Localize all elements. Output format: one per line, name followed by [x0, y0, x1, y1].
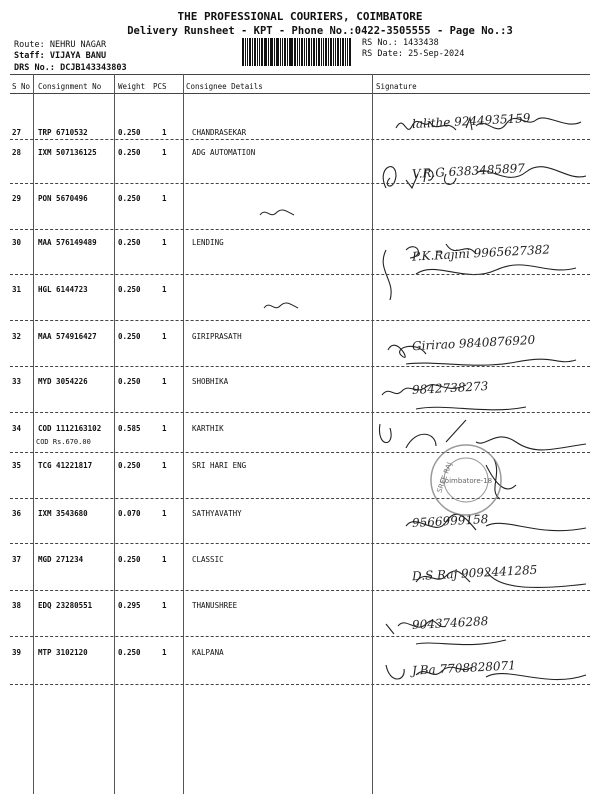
barcode-bar — [347, 38, 348, 66]
row-consignment-no: IXM 3543680 — [38, 509, 88, 518]
row-signature — [376, 108, 590, 148]
row-separator — [10, 684, 590, 685]
stamp-ring-text: SREE RAJ — [435, 461, 454, 494]
row-consignee: THANUSHREE — [192, 601, 238, 610]
row-weight: 0.585 — [118, 424, 141, 433]
row-pcs: 1 — [162, 128, 167, 137]
barcode-bar — [282, 38, 283, 66]
route-value: NEHRU NAGAR — [49, 40, 107, 50]
column-divider — [183, 74, 184, 794]
row-separator — [10, 183, 590, 184]
barcode-bar — [284, 38, 286, 66]
barcode-bar — [342, 38, 345, 66]
row-separator — [10, 274, 590, 275]
consignee-scribble — [262, 298, 302, 318]
signature-text: P.K.Rajini 9965627382 — [411, 242, 551, 264]
barcode-bar — [289, 38, 290, 66]
row-pcs: 1 — [162, 238, 167, 247]
row-sno: 28 — [12, 148, 22, 157]
signature-text: 9566999158 — [411, 512, 489, 530]
row-cod-amount: COD Rs.670.00 — [36, 438, 91, 446]
row-consignment-no: TCG 41221817 — [38, 461, 93, 470]
row-sno: 37 — [12, 555, 22, 564]
row-consignment-no: COD 1112163102 — [38, 424, 102, 433]
row-sno: 29 — [12, 194, 22, 203]
barcode-bar — [252, 38, 253, 66]
row-signature — [376, 158, 590, 198]
row-sno: 31 — [12, 285, 22, 294]
row-consignee: LENDING — [192, 238, 224, 247]
barcode-bar — [242, 38, 244, 66]
barcode-bar — [257, 38, 258, 66]
signature-text: lalithe 9244935159 — [411, 110, 531, 132]
row-signature — [376, 610, 590, 650]
barcode-bar — [268, 38, 269, 66]
row-signature — [376, 375, 590, 415]
row-consignee: KARTHIK — [192, 424, 224, 433]
row-sno: 27 — [12, 128, 22, 137]
barcode — [242, 38, 352, 66]
barcode-bar — [318, 38, 320, 66]
col-header-sno: S No — [12, 82, 31, 91]
row-pcs: 1 — [162, 332, 167, 341]
barcode-bar — [254, 38, 256, 66]
row-consignment-no: MYD 3054226 — [38, 377, 88, 386]
barcode-bar — [280, 38, 281, 66]
barcode-bar — [274, 38, 275, 66]
row-consignee: SRI HARI ENG — [192, 461, 247, 470]
row-weight: 0.250 — [118, 648, 141, 657]
staff-value: VIJAYA BANU — [49, 51, 107, 61]
row-separator — [10, 139, 590, 140]
signature-text: Girirao 9840876920 — [411, 332, 536, 354]
barcode-bar — [306, 38, 307, 66]
row-consignment-no: MGD 271234 — [38, 555, 84, 564]
row-signature — [376, 200, 590, 240]
barcode-bar — [304, 38, 305, 66]
company-title: THE PROFESSIONAL COURIERS, COIMBATORE — [177, 10, 423, 23]
barcode-bar — [340, 38, 341, 66]
row-weight: 0.250 — [118, 461, 141, 470]
row-sno: 35 — [12, 461, 22, 470]
route-line — [14, 40, 106, 50]
col-header-pcs: PCS — [153, 82, 167, 91]
barcode-bar — [311, 38, 312, 66]
runsheet-subtitle: Delivery Runsheet - KPT - Phone No.:0422-3505555 - Page No.:3 — [127, 25, 513, 37]
staff-line — [14, 51, 106, 61]
barcode-bar — [308, 38, 311, 66]
barcode-bar — [345, 38, 346, 66]
row-consignee: ADG AUTOMATION — [192, 148, 256, 157]
barcode-bar — [276, 38, 279, 66]
barcode-bar — [271, 38, 273, 66]
barcode-bar — [259, 38, 260, 66]
barcode-bar — [299, 38, 300, 66]
stamp-text: Coimbatore-18 — [439, 477, 493, 485]
row-weight: 0.250 — [118, 555, 141, 564]
row-separator — [10, 320, 590, 321]
barcode-bar — [245, 38, 246, 66]
row-sno: 32 — [12, 332, 22, 341]
row-consignee: GIRIPRASATH — [192, 332, 242, 341]
barcode-bar — [349, 38, 351, 66]
column-divider — [114, 74, 115, 794]
barcode-bar — [297, 38, 298, 66]
row-separator — [10, 229, 590, 230]
row-sno: 33 — [12, 377, 22, 386]
staff-label: Staff: — [14, 51, 45, 61]
row-pcs: 1 — [162, 648, 167, 657]
column-divider — [33, 74, 34, 794]
barcode-bar — [325, 38, 328, 66]
row-pcs: 1 — [162, 601, 167, 610]
row-separator — [10, 366, 590, 367]
signature-text: 9842738273 — [411, 379, 489, 397]
drs-label: DRS No.: — [14, 63, 55, 73]
row-separator — [10, 636, 590, 637]
drs-line — [14, 63, 127, 73]
row-separator — [10, 412, 590, 413]
barcode-bar — [290, 38, 293, 66]
barcode-bar — [321, 38, 322, 66]
barcode-bar — [301, 38, 303, 66]
consignee-scribble — [258, 205, 298, 225]
row-weight: 0.295 — [118, 601, 141, 610]
row-consignment-no: HGL 6144723 — [38, 285, 88, 294]
row-consignee: CHANDRASEKAR — [192, 128, 247, 137]
barcode-bar — [330, 38, 332, 66]
rs-no-value: 1433438 — [402, 38, 439, 48]
row-pcs: 1 — [162, 555, 167, 564]
signature-text: 9043746288 — [411, 614, 489, 632]
rs-no-label: RS No.: — [362, 38, 398, 48]
table-header-rule — [10, 93, 590, 94]
row-pcs: 1 — [162, 148, 167, 157]
barcode-bar — [316, 38, 317, 66]
barcode-bar — [333, 38, 334, 66]
row-consignment-no: MAA 574916427 — [38, 332, 97, 341]
signature-text: V.R.G 6383485897 — [411, 161, 526, 181]
barcode-bar — [328, 38, 329, 66]
barcode-bar — [335, 38, 336, 66]
row-weight: 0.070 — [118, 509, 141, 518]
barcode-bar — [247, 38, 248, 66]
row-sno: 38 — [12, 601, 22, 610]
rs-date-value: 25-Sep-2024 — [408, 49, 465, 59]
row-weight: 0.250 — [118, 128, 141, 137]
row-weight: 0.250 — [118, 332, 141, 341]
rs-no-line — [362, 38, 439, 48]
col-header-weight: Weight — [118, 82, 146, 91]
route-label: Route: — [14, 40, 45, 50]
barcode-bar — [270, 38, 271, 66]
row-consignment-no: EDQ 23280551 — [38, 601, 93, 610]
barcode-bar — [264, 38, 267, 66]
rs-date-line — [362, 49, 464, 59]
barcode-bar — [337, 38, 339, 66]
barcode-bar — [249, 38, 252, 66]
barcode-bar — [287, 38, 288, 66]
drs-value: DCJB143343803 — [60, 63, 127, 73]
row-separator — [10, 543, 590, 544]
row-pcs: 1 — [162, 285, 167, 294]
row-weight: 0.250 — [118, 194, 141, 203]
row-pcs: 1 — [162, 194, 167, 203]
row-consignee: CLASSIC — [192, 555, 224, 564]
table-top-rule — [10, 74, 590, 75]
row-pcs: 1 — [162, 424, 167, 433]
row-separator — [10, 590, 590, 591]
barcode-bar — [313, 38, 315, 66]
row-consignee: SHOBHIKA — [192, 377, 229, 386]
row-weight: 0.250 — [118, 285, 141, 294]
barcode-bar — [294, 38, 296, 66]
row-consignment-no: MAA 576149489 — [38, 238, 97, 247]
row-signature — [376, 560, 590, 600]
signature-text: D.S Raj 9092441285 — [411, 562, 538, 584]
row-weight: 0.250 — [118, 148, 141, 157]
row-weight: 0.250 — [118, 238, 141, 247]
row-signature — [376, 330, 590, 370]
row-consignment-no: PON 5670496 — [38, 194, 88, 203]
barcode-bar — [261, 38, 263, 66]
row-pcs: 1 — [162, 461, 167, 470]
col-header-consignment: Consignment No — [38, 82, 102, 91]
row-consignment-no: MTP 3102120 — [38, 648, 88, 657]
col-header-consignee: Consignee Details — [186, 82, 263, 91]
col-header-signature: Signature — [376, 82, 417, 91]
row-consignment-no: TRP 6710532 — [38, 128, 88, 137]
row-sno: 39 — [12, 648, 22, 657]
row-weight: 0.250 — [118, 377, 141, 386]
row-consignee: SATHYAVATHY — [192, 509, 242, 518]
rs-date-label: RS Date: — [362, 49, 403, 59]
column-divider — [372, 74, 373, 794]
row-consignee: KALPANA — [192, 648, 224, 657]
row-sno: 34 — [12, 424, 22, 433]
row-pcs: 1 — [162, 509, 167, 518]
row-consignment-no: IXM 507136125 — [38, 148, 97, 157]
barcode-bar — [323, 38, 324, 66]
row-pcs: 1 — [162, 377, 167, 386]
row-signature — [376, 655, 590, 695]
row-sno: 30 — [12, 238, 22, 247]
row-sno: 36 — [12, 509, 22, 518]
signature-text: J.Ba 7708828071 — [411, 658, 517, 678]
delivery-stamp — [428, 442, 504, 518]
